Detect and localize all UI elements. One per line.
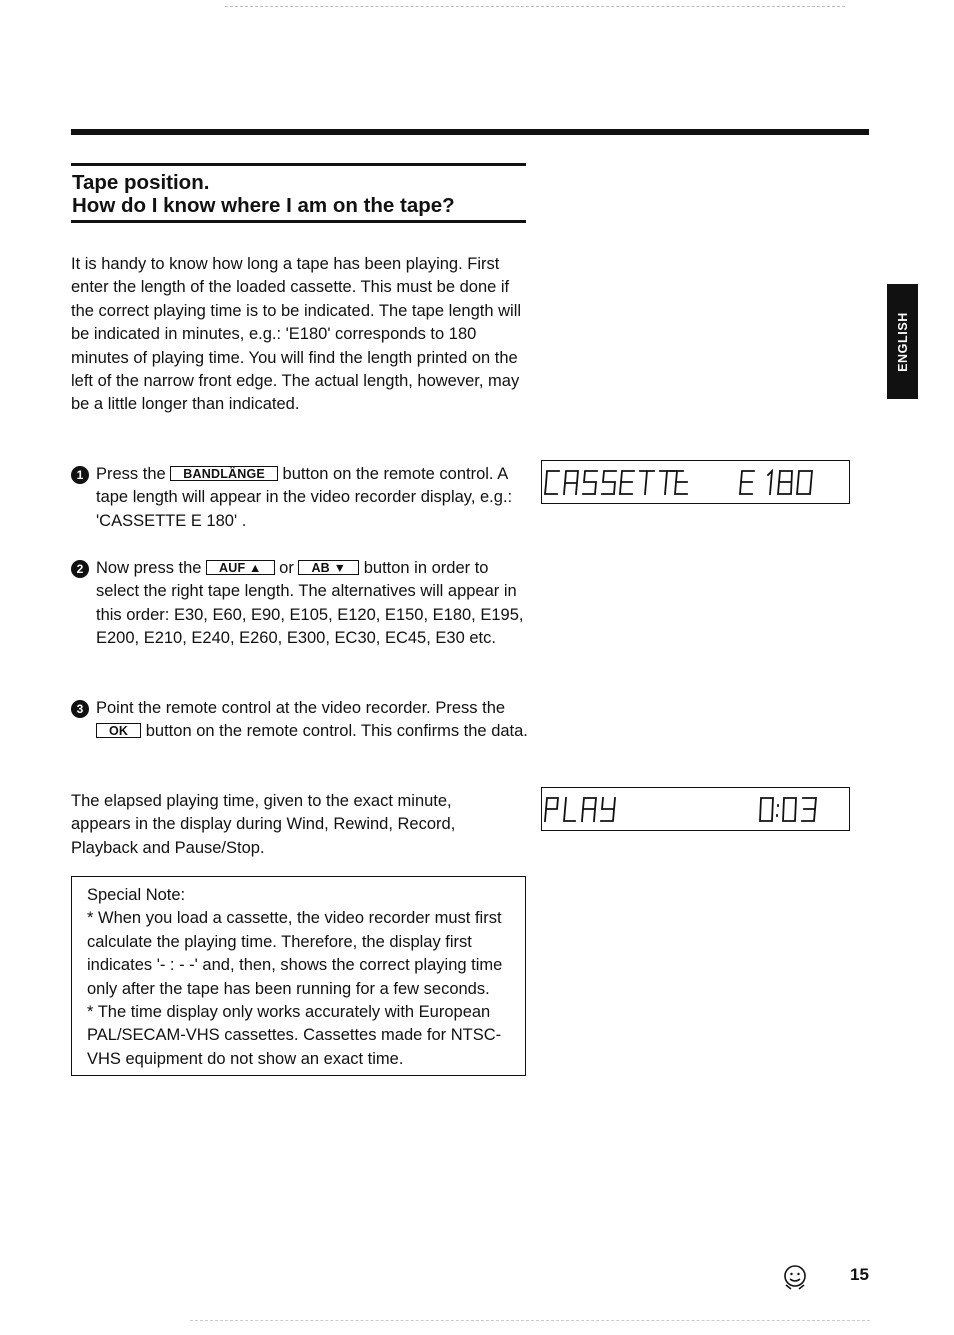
intro-paragraph: It is handy to know how long a tape has been playing. First enter the length of the loaded cassette. This must be done if the correct playing time is to be indicated. The tape length will be indicated in minutes, e.g.: 'E180' corresponds to 180 minutes of playing time. You will find the length printed on the left of the narrow front edge. The actual length, however, may be a little longer than indicated. — [71, 255, 522, 414]
display-play — [541, 787, 850, 831]
step-number-1: 1 — [71, 466, 89, 484]
step-3: 3 Point the remote control at the video recorder. Press the OK button on the remote control. This confirms the data. — [71, 697, 531, 744]
recycle-smiley-icon — [782, 1263, 808, 1296]
elapsed-paragraph: The elapsed playing time, given to the exact minute, appears in the display during Wind, Rewind, Record, Playback and Pause/Stop. — [71, 792, 456, 857]
heading-line-2: How do I know where I am on the tape? — [72, 194, 455, 217]
note-title: Special Note: — [87, 886, 186, 904]
language-tab — [887, 284, 918, 399]
step-number-2: 2 — [71, 560, 89, 578]
display-segments-2 — [542, 788, 849, 830]
page-number: 15 — [850, 1265, 869, 1284]
scan-artifact-bottom — [190, 1320, 870, 1321]
top-rule — [71, 129, 869, 135]
section-heading — [71, 163, 526, 223]
step-1: 1 Press the BANDLÄNGE button on the remote control. A tape length will appear in the video recorder display, e.g.: 'CASSETTE E 180' . — [71, 463, 531, 533]
bandlaenge-button: BANDLÄNGE — [170, 466, 278, 481]
note-paragraph-1: * When you load a cassette, the video recorder must first calculate the playing time. Therefore, the display first indicates '- : - -' and, then, shows the correct playing time only after the tape has been running for a few seconds. — [87, 909, 503, 998]
note-paragraph-2: * The time display only works accurately with European PAL/SECAM-VHS cassettes. Cassettes made for NTSC-VHS equipment do not show an exact time. — [87, 1003, 502, 1068]
heading-line-1: Tape position. — [72, 171, 210, 194]
step-2: 2 Now press the AUF ▲ or AB ▼ button in order to select the right tape length. The alternatives will appear in this order: E30, E60, E90, E105, E120, E150, E180, E195, E200, E210, E240, E260, E300, EC30, EC45, E30 etc. — [71, 557, 531, 651]
language-tab-label: ENGLISH — [895, 311, 910, 372]
scan-artifact-top — [225, 6, 845, 11]
special-note-box — [71, 876, 526, 1076]
ab-button: AB ▼ — [298, 560, 359, 575]
display-cassette — [541, 460, 850, 504]
ok-button: OK — [96, 723, 141, 738]
auf-button: AUF ▲ — [206, 560, 275, 575]
step-number-3: 3 — [71, 700, 89, 718]
display-segments-1 — [542, 461, 849, 503]
